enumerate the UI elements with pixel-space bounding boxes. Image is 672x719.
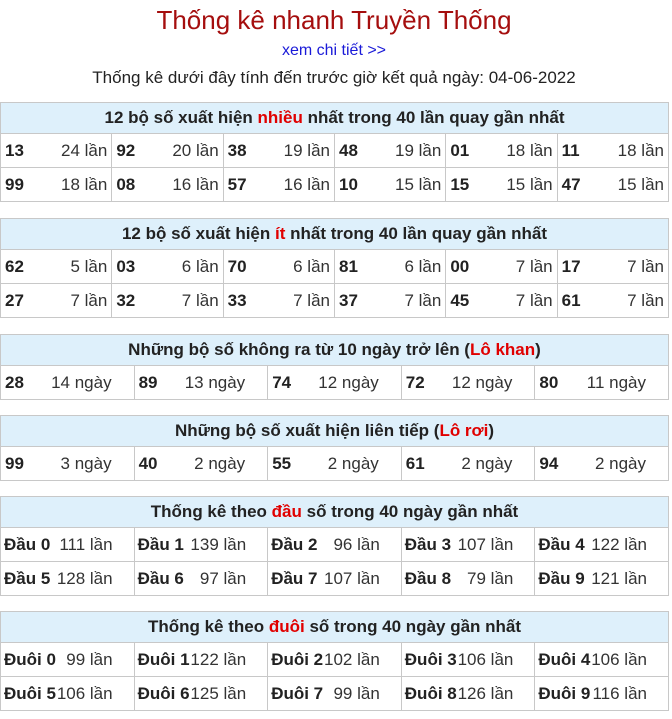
detail-link[interactable]: xem chi tiết >>	[281, 42, 387, 59]
dau-item: Đầu 6 97 lần	[134, 562, 268, 596]
most-item: 10 15 lần	[334, 168, 445, 202]
duoi-item: Đuôi 1 122 lần	[134, 643, 268, 677]
lo-khan-item: 74 12 ngày	[268, 366, 402, 400]
most-item: 47 15 lần	[557, 168, 668, 202]
most-frequent-table	[0, 102, 669, 202]
lo-roi-item: 55 2 ngày	[268, 447, 402, 481]
most-item: 92 20 lần	[112, 134, 223, 168]
duoi-item: Đuôi 8 126 lần	[401, 677, 535, 711]
least-item: 27 7 lần	[1, 284, 112, 318]
duoi-item: Đuôi 2 102 lần	[268, 643, 402, 677]
duoi-item: Đuôi 3 106 lần	[401, 643, 535, 677]
duoi-item: Đuôi 9 116 lần	[535, 677, 669, 711]
lo-roi-item: 40 2 ngày	[134, 447, 268, 481]
lo-khan-item: 72 12 ngày	[401, 366, 535, 400]
duoi-title: Thống kê theo đuôi số trong 40 ngày gần nhất	[1, 612, 669, 643]
duoi-item: Đuôi 4 106 lần	[535, 643, 669, 677]
least-item: 70 6 lần	[223, 250, 334, 284]
page-title: Thống kê nhanh Truyền Thống	[156, 5, 512, 35]
dau-item: Đầu 3 107 lần	[401, 528, 535, 562]
lo-khan-table	[0, 334, 669, 400]
least-item: 61 7 lần	[557, 284, 668, 318]
least-item: 62 5 lần	[1, 250, 112, 284]
dau-item: Đầu 0 111 lần	[1, 528, 135, 562]
lo-roi-table	[0, 415, 669, 481]
most-item: 13 24 lần	[1, 134, 112, 168]
most-frequent-title: 12 bộ số xuất hiện nhiều nhất trong 40 lần quay gần nhất	[1, 103, 669, 134]
duoi-item: Đuôi 6 125 lần	[134, 677, 268, 711]
dau-item: Đầu 1 139 lần	[134, 528, 268, 562]
least-item: 81 6 lần	[334, 250, 445, 284]
dau-item: Đầu 4 122 lần	[535, 528, 669, 562]
most-item: 01 18 lần	[446, 134, 557, 168]
dau-item: Đầu 7 107 lần	[268, 562, 402, 596]
lo-khan-item: 80 11 ngày	[535, 366, 669, 400]
most-item: 57 16 lần	[223, 168, 334, 202]
duoi-item: Đuôi 7 99 lần	[268, 677, 402, 711]
least-frequent-title: 12 bộ số xuất hiện ít nhất trong 40 lần quay gần nhất	[1, 219, 669, 250]
dau-item: Đầu 5 128 lần	[1, 562, 135, 596]
least-item: 17 7 lần	[557, 250, 668, 284]
duoi-item: Đuôi 0 99 lần	[1, 643, 135, 677]
most-item: 38 19 lần	[223, 134, 334, 168]
most-item: 48 19 lần	[334, 134, 445, 168]
lo-roi-item: 94 2 ngày	[535, 447, 669, 481]
most-item: 15 15 lần	[446, 168, 557, 202]
most-item: 08 16 lần	[112, 168, 223, 202]
lo-roi-title: Những bộ số xuất hiện liên tiếp (Lô rơi)	[1, 416, 669, 447]
lo-roi-item: 61 2 ngày	[401, 447, 535, 481]
least-item: 37 7 lần	[334, 284, 445, 318]
lo-roi-item: 99 3 ngày	[1, 447, 135, 481]
most-item: 11 18 lần	[557, 134, 668, 168]
lo-khan-item: 89 13 ngày	[134, 366, 268, 400]
duoi-item: Đuôi 5 106 lần	[1, 677, 135, 711]
dau-item: Đầu 2 96 lần	[268, 528, 402, 562]
most-item: 99 18 lần	[1, 168, 112, 202]
least-item: 33 7 lần	[223, 284, 334, 318]
least-frequent-table	[0, 218, 669, 318]
duoi-table	[0, 611, 669, 711]
least-item: 00 7 lần	[446, 250, 557, 284]
least-item: 32 7 lần	[112, 284, 223, 318]
lo-khan-title: Những bộ số không ra từ 10 ngày trở lên (Lô khan)	[1, 335, 669, 366]
least-item: 03 6 lần	[112, 250, 223, 284]
dau-title: Thống kê theo đầu số trong 40 ngày gần nhất	[1, 497, 669, 528]
subtitle: Thống kê dưới đây tính đến trước giờ kết quả ngày: 04-06-2022	[92, 68, 576, 87]
dau-item: Đầu 8 79 lần	[401, 562, 535, 596]
dau-table	[0, 496, 669, 596]
least-item: 45 7 lần	[446, 284, 557, 318]
lo-khan-item: 28 14 ngày	[1, 366, 135, 400]
dau-item: Đầu 9 121 lần	[535, 562, 669, 596]
